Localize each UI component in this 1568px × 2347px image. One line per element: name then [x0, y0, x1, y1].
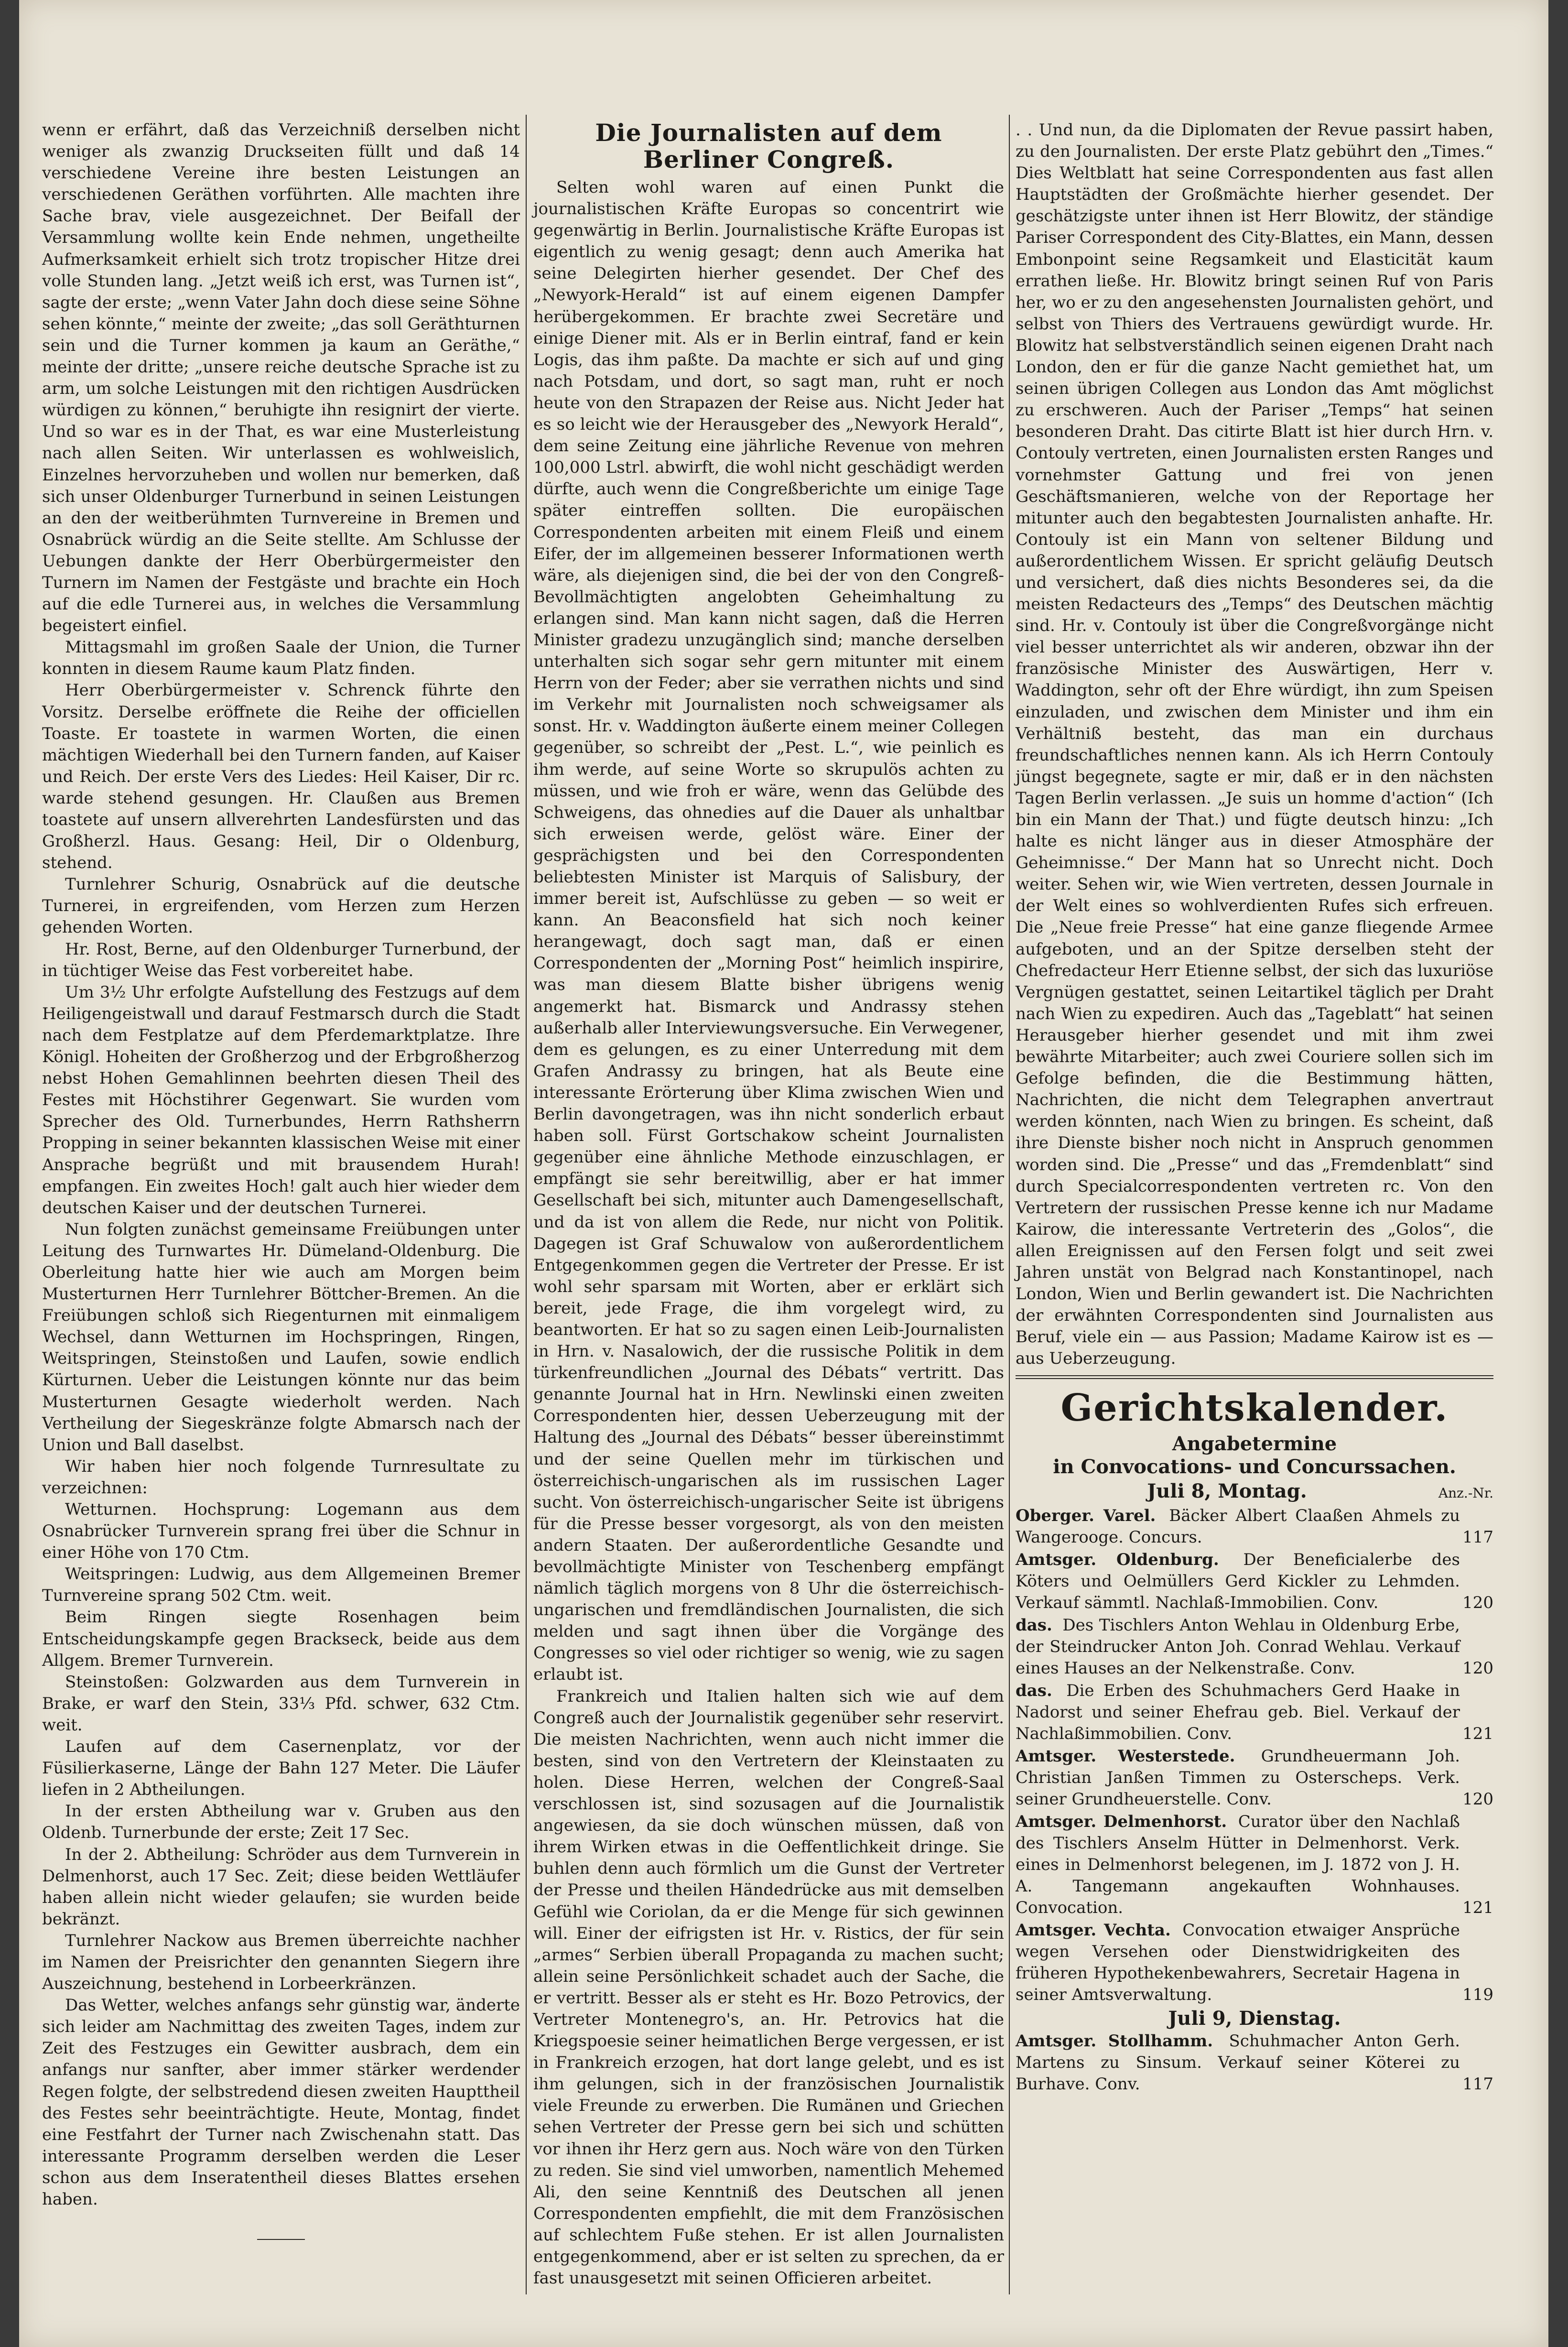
- court-name: das.: [1016, 1616, 1052, 1635]
- entry-text: Curator über den Nachlaß des Tischlers Anselm Hütter in Delmenhorst. Verk. eines in Delmenhorst belegenen, im J. 1872 von J. H. A. Tangemann angekauften Wohnhauses. Convocation.: [1016, 1812, 1460, 1918]
- paragraph: Selten wohl waren auf einen Punkt die journalistischen Kräfte Europas so concentrirt wie gegenwärtig in Berlin. Journalistische Kräfte Europas ist eigentlich zu wenig gesagt; denn auch Amerika hat seine Delegirten hierher gesendet. Der Chef des „Newyork-Herald“ ist auf einem eigenen Dampfer herübergekommen. Er brachte zwei Secretäre und einige Diener mit. Als er in Berlin eintraf, fand er kein Logis, das ihm paßte. Da machte er sich auf und ging nach Potsdam, und dort, so sagt man, ruht er noch heute von den Strapazen der Reise aus. Nicht Jeder hat es so leicht wie der Herausgeber des „Newyork Herald“, dem seine Zeitung eine jährliche Revenue von mehren 100,000 Lstrl. abwirft, die wohl nicht geschädigt werden dürfte, auch wenn die Congreßberichte um einige Tage später eintreffen sollten. Die europäischen Correspondenten arbeiten mit einem Fleiß und einem Eifer, der im allgemeinen besserer Informationen werth wäre, als diejenigen sind, die bei der von den Congreß-Bevollmächtigten angelobten Geheimhaltung zu erlangen sind. Man kann nicht sagen, daß die Herren Minister gradezu unzugänglich sind; manche derselben unterhalten sich sogar sehr gern mitunter mit einem Herrn von der Feder; aber sie verrathen nichts und sind im Verkehr mit Journalisten noch schweigsamer als sonst. Hr. v. Waddington äußerte einem meiner Collegen gegenüber, so schreibt der „Pest. L.“, wie peinlich es ihm werde, auf seine Worte so skrupulös achten zu müssen, und wie froh er wäre, wenn das Gelübde des Schweigens, das ohnedies auf die Dauer als unhaltbar sich erweisen werde, gelöst wäre. Einer der gesprächigsten und bei den Correspondenten beliebtesten Minister ist Marquis of Salisbury, der immer bereit ist, Aufschlüsse zu geben — so weit er kann. An Beaconsfield hat sich noch keiner herangewagt, doch sagt man, daß er einen Correspondenten der „Morning Post“ heimlich inspirire, was man diesem Blatte bisher übrigens wenig angemerkt hat. Bismarck und Andrassy stehen außerhalb aller Interviewungsversuche. Ein Verwegener, dem es gelungen, es zu einer Unterredung mit dem Grafen Andrassy zu bringen, hat als Beute eine interessante Erörterung über Klima zwischen Wien und Berlin davongetragen, was ihn nicht sonderlich erbaut haben soll. Fürst Gortschakow scheint Journalisten gegenüber eine ähnliche Methode einzuschlagen, er empfängt sie sehr bereitwillig, aber er hat immer Gesellschaft bei sich, mitunter auch Damengesellschaft, und da ist von allem die Rede, nur nicht von Politik. Dagegen ist Graf Schuwalow von außerordentlichem Entgegenkommen gegen die Vertreter der Presse. Er ist wohl sehr sparsam mit Worten, aber er erklärt sich bereit, jede Frage, die ihm vorgelegt wird, zu beantworten. Er hat so zu sagen einen Leib-Journalisten in Hrn. v. Nasalowich, der die russische Politik in dem türkenfreundlichen „Journal des Débats“ vertritt. Das genannte Journal hat in Hrn. Newlinski einen zweiten Correspondenten hier, dessen Ueberzeugung mit der Haltung des „Journal des Débats“ besser übereinstimmt und der seine Quellen mehr im türkischen und österreichisch-ungarischen als im russischen Lager sucht. Von österreichisch-ungarischer Seite ist übrigens für die Presse besser vorgesorgt, als von den meisten andern Staaten. Der außerordentliche Gesandte und bevollmächtigte Minister von Teschenberg empfängt nämlich täglich morgens von 8 Uhr die österreichisch-ungarischen und fremdländischen Journalisten, die sich melden und sagt ihnen über die Vorgänge des Congresses so viel oder richtiger so wenig, wie zu sagen erlaubt ist.: [533, 178, 1004, 1684]
- paragraph: Weitspringen: Ludwig, aus dem Allgemeinen Bremer Turnvereine sprang 502 Ctm. weit.: [42, 1565, 520, 1606]
- paragraph: Mittagsmahl im großen Saale der Union, die Turner konnten in diesem Raume kaum Platz finden.: [42, 638, 520, 679]
- entry-number: 121: [1462, 1898, 1493, 1918]
- column-rule: [526, 115, 527, 2294]
- court-calendar: [1016, 1388, 1493, 2095]
- paragraph: Herr Oberbürgermeister v. Schrenck führte den Vorsitz. Derselbe eröffnete die Reihe der officiellen Toaste. Er toastete in warmen Worten, die einen mächtigen Wiederhall bei den Turnern fanden, auf Kaiser und Reich. Der erste Vers des Liedes: Heil Kaiser, Dir rc. warde stehend gesungen. Hr. Claußen aus Bremen toastete auf unsern allverehrten Landesfürsten und das Großherzl. Haus. Gesang: Heil, Dir o Oldenburg, stehend.: [42, 681, 520, 873]
- entry-number: 120: [1462, 1593, 1493, 1613]
- court-name: Oberger. Varel.: [1016, 1506, 1156, 1526]
- court-calendar-subtitle: in Convocations- und Concurssachen.: [1053, 1456, 1456, 1478]
- court-entry: [1016, 1549, 1493, 1614]
- entry-number: 117: [1462, 1528, 1493, 1547]
- column-left: [42, 120, 520, 2240]
- court-name: Amtsger. Vechta.: [1016, 1921, 1171, 1940]
- column-middle: [533, 120, 1004, 2289]
- column-rule: [1009, 115, 1010, 2294]
- date-label: Juli 9, Dienstag.: [1168, 2007, 1341, 2030]
- court-name: Amtsger. Delmenhorst.: [1016, 1812, 1227, 1832]
- entry-number: 121: [1462, 1724, 1493, 1744]
- paragraph: Das Wetter, welches anfangs sehr günstig war, änderte sich leider am Nachmittag des zweiten Tages, indem zur Zeit des Festzuges ein Gewitter ausbrach, dem ein anfangs nur sanfter, aber immer stärker werdender Regen folgte, der selbstredend diesen zweiten Haupttheil des Festes sehr beeinträchtigte. Heute, Montag, findet eine Festfahrt der Turner nach Zwischenahn statt. Das interessante Programm derselben werden die Leser schon aus dem Inseratentheil dieses Blattes ersehen haben.: [42, 1996, 520, 2209]
- court-name: das.: [1016, 1681, 1052, 1701]
- entry-text: Convocation etwaiger Ansprüche wegen Versehen oder Dienstwidrigkeiten des früheren Hypothekenbewahrers, Secretair Hagena in seiner Amtsverwaltung.: [1016, 1921, 1460, 2005]
- paragraph: Beim Ringen siegte Rosenhagen beim Entscheidungskampfe gegen Brackseck, beide aus dem Allgem. Bremer Turnverein.: [42, 1608, 520, 1670]
- article-headline: Die Journalisten auf dem Berliner Congreß.: [595, 119, 942, 174]
- newspaper-page: [19, 0, 1548, 2347]
- court-entry: [1016, 1746, 1493, 1810]
- entry-text: Des Tischlers Anton Wehlau in Oldenburg Erbe, der Steindrucker Anton Joh. Conrad Wehlau. Verkauf eines Hauses an der Nelkenstraße. Conv.: [1016, 1616, 1460, 1678]
- entry-number: 119: [1462, 1985, 1493, 2005]
- court-entry: [1016, 1680, 1493, 1745]
- entry-number: 117: [1462, 2075, 1493, 2094]
- paragraph: Steinstoßen: Golzwarden aus dem Turnverein in Brake, er warf den Stein, 33⅓ Pfd. schwer, 632 Ctm. weit.: [42, 1672, 520, 1735]
- entry-text: Bäcker Albert Claaßen Ahmels zu Wangerooge. Concurs.: [1016, 1506, 1460, 1547]
- end-rule: [257, 2239, 305, 2240]
- court-entry: [1016, 1615, 1493, 1679]
- section-rule: [1016, 1375, 1493, 1379]
- column-right: [1016, 120, 1493, 2095]
- paragraph: wenn er erfährt, daß das Verzeichniß derselben nicht weniger als zwanzig Druckseiten füllt und daß 14 verschiedene Vereine ihre besten Leistungen an verschiedenen Geräthen vorführten. Alle machten ihre Sache brav, viele ausgezeichnet. Der Beifall der Versammlung wollte kein Ende nehmen, ungetheilte Aufmerksamkeit erhielt sich trotz tropischer Hitze drei volle Stunden lang. „Jetzt weiß ich erst, was Turnen ist“, sagte der erste; „wenn Vater Jahn doch diese seine Söhne sehen könnte,“ meinte der zweite; „das soll Geräthturnen sein und die Turner kommen ja kaum an Geräthe,“ meinte der dritte; „unsere reiche deutsche Sprache ist zu arm, um solche Leistungen mit den richtigen Ausdrücken würdigen zu können,“ beruhigte ihn resignirt der vierte. Und so war es in der That, es war eine Musterleistung nach allen Seiten. Wir unterlassen es wohlweislich, Einzelnes hervorzuheben und wollen nur bemerken, daß sich unser Oldenburger Turnerbund in seinen Leistungen an den der weitberühmten Turnvereine in Bremen und Osnabrück würdig an die Seite stellte. Am Schlusse der Uebungen dankte der Herr Oberbürgermeister den Turnern im Namen der Festgäste und brachte ein Hoch auf die edle Turnerei aus, in welches die Versammlung begeistert einfiel.: [42, 120, 520, 636]
- paragraph: In der 2. Abtheilung: Schröder aus dem Turnverein in Delmenhorst, auch 17 Sec. Zeit; diese beiden Wettläufer haben allein nicht wieder gelaufen; sie wurden beide bekränzt.: [42, 1845, 520, 1929]
- number-column-label: Anz.-Nr.: [1438, 1485, 1493, 1501]
- date-heading: [1016, 1480, 1493, 1504]
- entry-number: 120: [1462, 1790, 1493, 1809]
- court-entry: [1016, 1811, 1493, 1919]
- court-name: Amtsger. Stollhamm.: [1016, 2032, 1213, 2051]
- paragraph: Turnlehrer Nackow aus Bremen überreichte nachher im Namen der Preisrichter den genannten Siegern ihre Auszeichnung, bestehend in Lorbeerkränzen.: [42, 1931, 520, 1994]
- paragraph: Wir haben hier noch folgende Turnresultate zu verzeichnen:: [42, 1456, 520, 1498]
- paragraph: Turnlehrer Schurig, Osnabrück auf die deutsche Turnerei, in ergreifenden, vom Herzen zum Herzen gehenden Worten.: [42, 875, 520, 937]
- paragraph: Um 3½ Uhr erfolgte Aufstellung des Festzugs auf dem Heiligengeistwall und darauf Festmarsch durch die Stadt nach dem Festplatze auf dem Pferdemarktplatze. Ihre Königl. Hoheiten der Großherzog und der Erbgroßherzog nebst Hohen Gemahlinnen beehrten diesen Theil des Festes mit Höchstihrer Gegenwart. Sie wurden vom Sprecher des Old. Turnerbundes, Herrn Rathsherrn Propping in seiner bekannten klassischen Weise mit einer Ansprache begrüßt und mit brausendem Hurah! empfangen. Ein zweites Hoch! galt auch hier wieder dem deutschen Kaiser und der deutschen Turnerei.: [42, 982, 520, 1217]
- paragraph: Nun folgten zunächst gemeinsame Freiübungen unter Leitung des Turnwartes Hr. Dümeland-Oldenburg. Die Oberleitung hatte hier wie auch am Morgen beim Musterturnen Herr Turnlehrer Böttcher-Bremen. An die Freiübungen schloß sich Riegenturnen mit einmaligem Wechsel, dann Wetturnen im Hochspringen, Ringen, Weitspringen, Steinstoßen und Laufen, sowie endlich Kürturnen. Ueber die Leistungen könnte nur das beim Musterturnen Gesagte wiederholt werden. Nach Vertheilung der Siegeskränze folgte Abmarsch nach der Union und Ball daselbst.: [42, 1219, 520, 1455]
- court-name: Amtsger. Oldenburg.: [1016, 1550, 1219, 1570]
- court-entry: [1016, 2031, 1493, 2095]
- paragraph: Frankreich und Italien halten sich wie auf dem Congreß auch der Journalistik gegenüber sehr reservirt. Die meisten Nachrichten, wenn auch nicht immer die besten, sind von den Vertretern der Kleinstaaten zu holen. Diese Herren, welchen der Congreß-Saal verschlossen ist, sind sozusagen auf die Journalistik angewiesen, da sie doch wünschen müssen, daß von ihrem Wirken etwas in die Oeffentlichkeit dringe. Sie buhlen denn auch förmlich um die Gunst der Vertreter der Presse und theilen Händedrücke aus mit demselben Gefühl wie Coriolan, da er die Menge für sich gewinnen will. Einer der eifrigsten ist Hr. v. Ristics, der für sein „armes“ Serbien überall Propaganda zu machen sucht; allein seine Persönlichkeit schadet auch der Sache, die er vertritt. Besser als er steht es Hr. Bozo Petrovics, der Vertreter Montenegro's, an. Hr. Petrovics hat die Kriegspoesie seiner heimatlichen Berge vergessen, er ist in Frankreich erzogen, hat dort lange gelebt, und es ist ihm gelungen, sich in der französischen Journalistik viele Freunde zu erwerben. Die Rumänen und Griechen sehen Vertreter der Presse gern bei sich und schütten vor ihnen ihr Herz gern aus. Noch wäre von den Türken zu reden. Sie sind viel umworben, namentlich Mehemed Ali, den seine Kenntniß des Deutschen all jenen Correspondenten empfiehlt, die mit dem Französischen auf schlechtem Fuße stehen. Er ist allen Journalisten entgegenkommend, aber er ist selten zu sprechen, da er fast unausgesetzt mit seinen Officieren arbeitet.: [533, 1686, 1004, 2288]
- court-entry: [1016, 1505, 1493, 1548]
- court-calendar-subtitle: Angabetermine: [1172, 1433, 1337, 1456]
- paragraph: In der ersten Abtheilung war v. Gruben aus den Oldenb. Turnerbunde der erste; Zeit 17 Sec.: [42, 1802, 520, 1843]
- entry-text: Der Beneficialerbe des Köters und Oelmüllers Gerd Kickler zu Lehmden. Verkauf sämmtl. Nachlaß-Immobilien. Conv.: [1016, 1550, 1460, 1613]
- paragraph: Hr. Rost, Berne, auf den Oldenburger Turnerbund, der in tüchtiger Weise das Fest vorbereitet habe.: [42, 939, 520, 980]
- entry-text: Grundheuermann Joh. Christian Janßen Timmen zu Osterscheps. Verk. seiner Grundheuerstelle. Conv.: [1016, 1747, 1460, 1809]
- court-entry: [1016, 1920, 1493, 2006]
- date-label: Juli 8, Montag.: [1147, 1480, 1307, 1503]
- paragraph: Laufen auf dem Casernenplatz, vor der Füsilierkaserne, Länge der Bahn 127 Meter. Die Läufer liefen in 2 Abtheilungen.: [42, 1737, 520, 1800]
- entry-text: Die Erben des Schuhmachers Gerd Haake in Nadorst und seiner Ehefrau geb. Biel. Verkauf der Nachlaßimmobilien. Conv.: [1016, 1681, 1460, 1744]
- court-calendar-title: Gerichtskalender.: [1060, 1386, 1449, 1430]
- entry-number: 120: [1462, 1659, 1493, 1678]
- paragraph: Wetturnen. Hochsprung: Logemann aus dem Osnabrücker Turnverein sprang frei über die Schnur in einer Höhe von 170 Ctm.: [42, 1500, 520, 1563]
- court-name: Amtsger. Westerstede.: [1016, 1747, 1235, 1766]
- paragraph: . . Und nun, da die Diplomaten der Revue passirt haben, zu den Journalisten. Der erste Platz gebührt den „Times.“ Dies Weltblatt hat seine Correspondenten aus fast allen Hauptstädten der Großmächte hierher gesendet. Der geschätzigste unter ihnen ist Herr Blowitz, der ständige Pariser Correspondent des City-Blattes, ein Mann, dessen Embonpoint seine Regsamkeit und Elasticität kaum errathen ließe. Hr. Blowitz bringt seinen Ruf von Paris her, wo er zu den angesehensten Journalisten gehört, und selbst von Thiers des Vertrauens gewürdigt wurde. Hr. Blowitz hat selbstverständlich seinen eigenen Draht nach London, den er für die ganze Nacht gemiethet hat, um seinen übrigen Collegen aus London das Amt möglichst zu erschweren. Auch der Pariser „Temps“ hat seinen besonderen Draht. Das citirte Blatt ist hier durch Hrn. v. Contouly vertreten, einen Journalisten ersten Ranges und vornehmster Gattung und frei von jenen Geschäftsmanieren, welche von der Reportage her mitunter auch den begabtesten Journalisten anhafte. Hr. Contouly ist ein Mann von seltener Bildung und außerordentlichem Wissen. Er spricht geläufig Deutsch und versichert, daß dies nichts Besonderes sei, da die meisten Redacteurs des „Temps“ des Deutschen mächtig sind. Hr. v. Contouly ist über die Congreßvorgänge nicht viel besser unterrichtet als wir anderen, obzwar ihn der französische Minister des Auswärtigen, Herr v. Waddington, sehr oft der Ehre würdigt, ihn zum Speisen einzuladen, und zwischen dem Minister und ihm ein Verhältniß besteht, das man ein durchaus freundschaftliches nennen kann. Als ich Herrn Contouly jüngst begegnete, sagte er mir, daß er in den nächsten Tagen Berlin verlassen. „Je suis un homme d'action“ (Ich bin ein Mann der That.) und fügte deutsch hinzu: „Ich halte es nicht länger aus in dieser Atmosphäre der Geheimnisse.“ Der Mann hat so Unrecht nicht. Doch weiter. Sehen wir, wie Wien vertreten, dessen Journale in der Welt eines so wohlverdienten Rufes sich erfreuen. Die „Neue freie Presse“ hat eine ganze fliegende Armee aufgeboten, und an der Spitze derselben steht der Chefredacteur Herr Etienne selbst, der sich das luxuriöse Vergnügen gestattet, seinen Leitartikel täglich per Draht nach Wien zu expediren. Auch das „Tageblatt“ hat seinen Herausgeber hierher gesendet und mit ihm zwei bewährte Mitarbeiter; auch zwei Couriere sollen sich im Gefolge befinden, die die Bestimmung hätten, Nachrichten, die nicht dem Telegraphen anvertraut werden könnten, nach Wien zu bringen. Es scheint, daß ihre Dienste bisher noch nicht in Anspruch genommen worden sind. Die „Presse“ und das „Fremdenblatt“ sind durch Specialcorrespondenten vertreten rc. Von den Vertretern der russischen Presse kenne ich nur Madame Kairow, die interessante Vertreterin des „Golos“, die allen Ereignissen auf den Fersen folgt und seit zwei Jahren unstät von Belgrad nach Konstantinopel, nach London, Wien und Berlin gewandert ist. Die Nachrichten der erwähnten Correspondenten sind Journalisten aus Beruf, viele ein — aus Passion; Madame Kairow ist es — aus Ueberzeugung.: [1016, 120, 1493, 1369]
- date-heading: [1016, 2008, 1493, 2030]
- entry-text: Schuhmacher Anton Gerh. Martens zu Sinsum. Verkauf seiner Köterei zu Burhave. Conv.: [1016, 2032, 1460, 2094]
